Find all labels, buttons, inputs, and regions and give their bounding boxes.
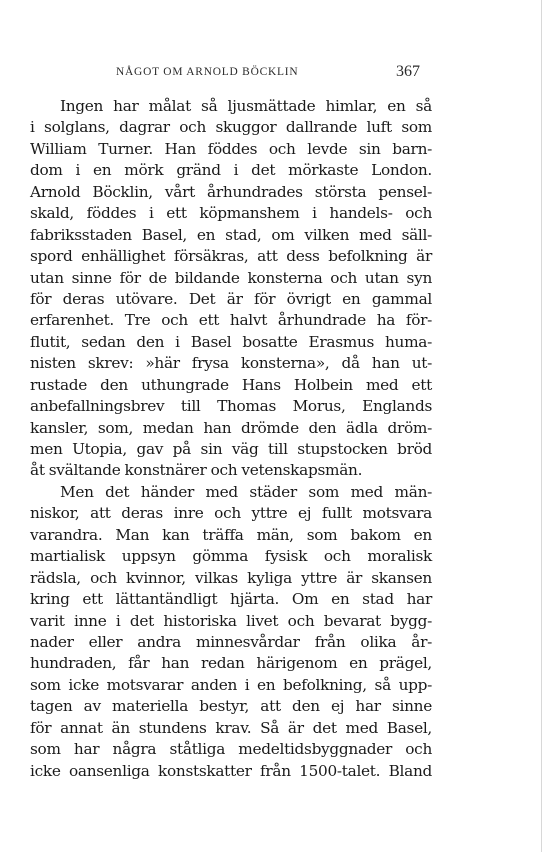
text-line: Arnold Böcklin, vårt århundrades största pensel- xyxy=(30,182,432,201)
text-line: erfarenhet. Tre och ett halvt århundrade ha för- xyxy=(30,311,432,330)
page-number: 367 xyxy=(396,63,420,80)
body-text xyxy=(30,96,432,782)
text-line: varit inne i det historiska livet och bevarat bygg- xyxy=(30,611,432,630)
text-line: kansler, som, medan han drömde den ädla dröm- xyxy=(30,418,432,437)
text-line: utan sinne för de bildande konsterna och utan syn xyxy=(30,268,432,287)
text-line: för annat än stundens krav. Så är det med Basel, xyxy=(30,718,432,737)
text-line: rustade den uthungrade Hans Holbein med ett xyxy=(30,375,432,394)
paragraph-2 xyxy=(30,482,432,782)
text-line: kring ett lättantändligt hjärta. Om en stad har xyxy=(30,590,432,609)
text-line: Ingen har målat så ljusmättade himlar, en så xyxy=(60,97,432,115)
text-line: fabriksstaden Basel, en stad, om vilken med säll- xyxy=(30,225,432,244)
text-line: tagen av materiella bestyr, att den ej har sinne xyxy=(30,697,432,716)
running-head: NÅGOT OM ARNOLD BÖCKLIN xyxy=(116,66,299,78)
text-line: nisten skrev: »här frysa konsterna», då han ut- xyxy=(30,354,432,373)
text-line: William Turner. Han föddes och levde sin barn- xyxy=(30,139,432,158)
text-line: som icke motsvarar anden i en befolkning, så upp- xyxy=(30,675,432,694)
text-line: rädsla, och kvinnor, vilkas kyliga yttre är skansen xyxy=(30,568,432,587)
text-line: anbefallningsbrev till Thomas Morus, Englands xyxy=(30,397,432,416)
text-line: som har några ståtliga medeltidsbyggnader och xyxy=(30,740,432,759)
paragraph-1 xyxy=(30,96,432,482)
text-line: hundraden, får han redan härigenom en prägel, xyxy=(30,654,432,673)
text-line: varandra. Man kan träffa män, som bakom en xyxy=(30,525,432,544)
text-line: niskor, att deras inre och yttre ej fullt motsvara xyxy=(30,504,432,523)
page-edge-line xyxy=(541,0,542,852)
text-line: för deras utövare. Det är för övrigt en gammal xyxy=(30,289,432,308)
text-line: åt svältande konstnärer och vetenskapsmän. xyxy=(30,461,363,480)
text-line: i solglans, dagrar och skuggor dallrande luft som xyxy=(30,118,432,137)
text-line: dom i en mörk gränd i det mörkaste London. xyxy=(30,161,432,180)
text-line: spord enhällighet försäkras, att dess befolkning är xyxy=(30,247,432,266)
text-line: men Utopia, gav på sin väg till stupstocken bröd xyxy=(30,440,432,458)
text-line: skald, föddes i ett köpmanshem i handels- och xyxy=(30,204,432,223)
page-header xyxy=(0,63,544,86)
text-line: flutit, sedan den i Basel bosatte Erasmus huma- xyxy=(30,332,432,351)
text-line: nader eller andra minnesvårdar från olika år- xyxy=(30,632,432,651)
text-line: martialisk uppsyn gömma fysisk och moralisk xyxy=(30,547,432,566)
text-line: Men det händer med städer som med män- xyxy=(60,482,432,501)
text-line: icke oansenliga konstskatter från 1500-talet. Bland xyxy=(30,761,432,780)
